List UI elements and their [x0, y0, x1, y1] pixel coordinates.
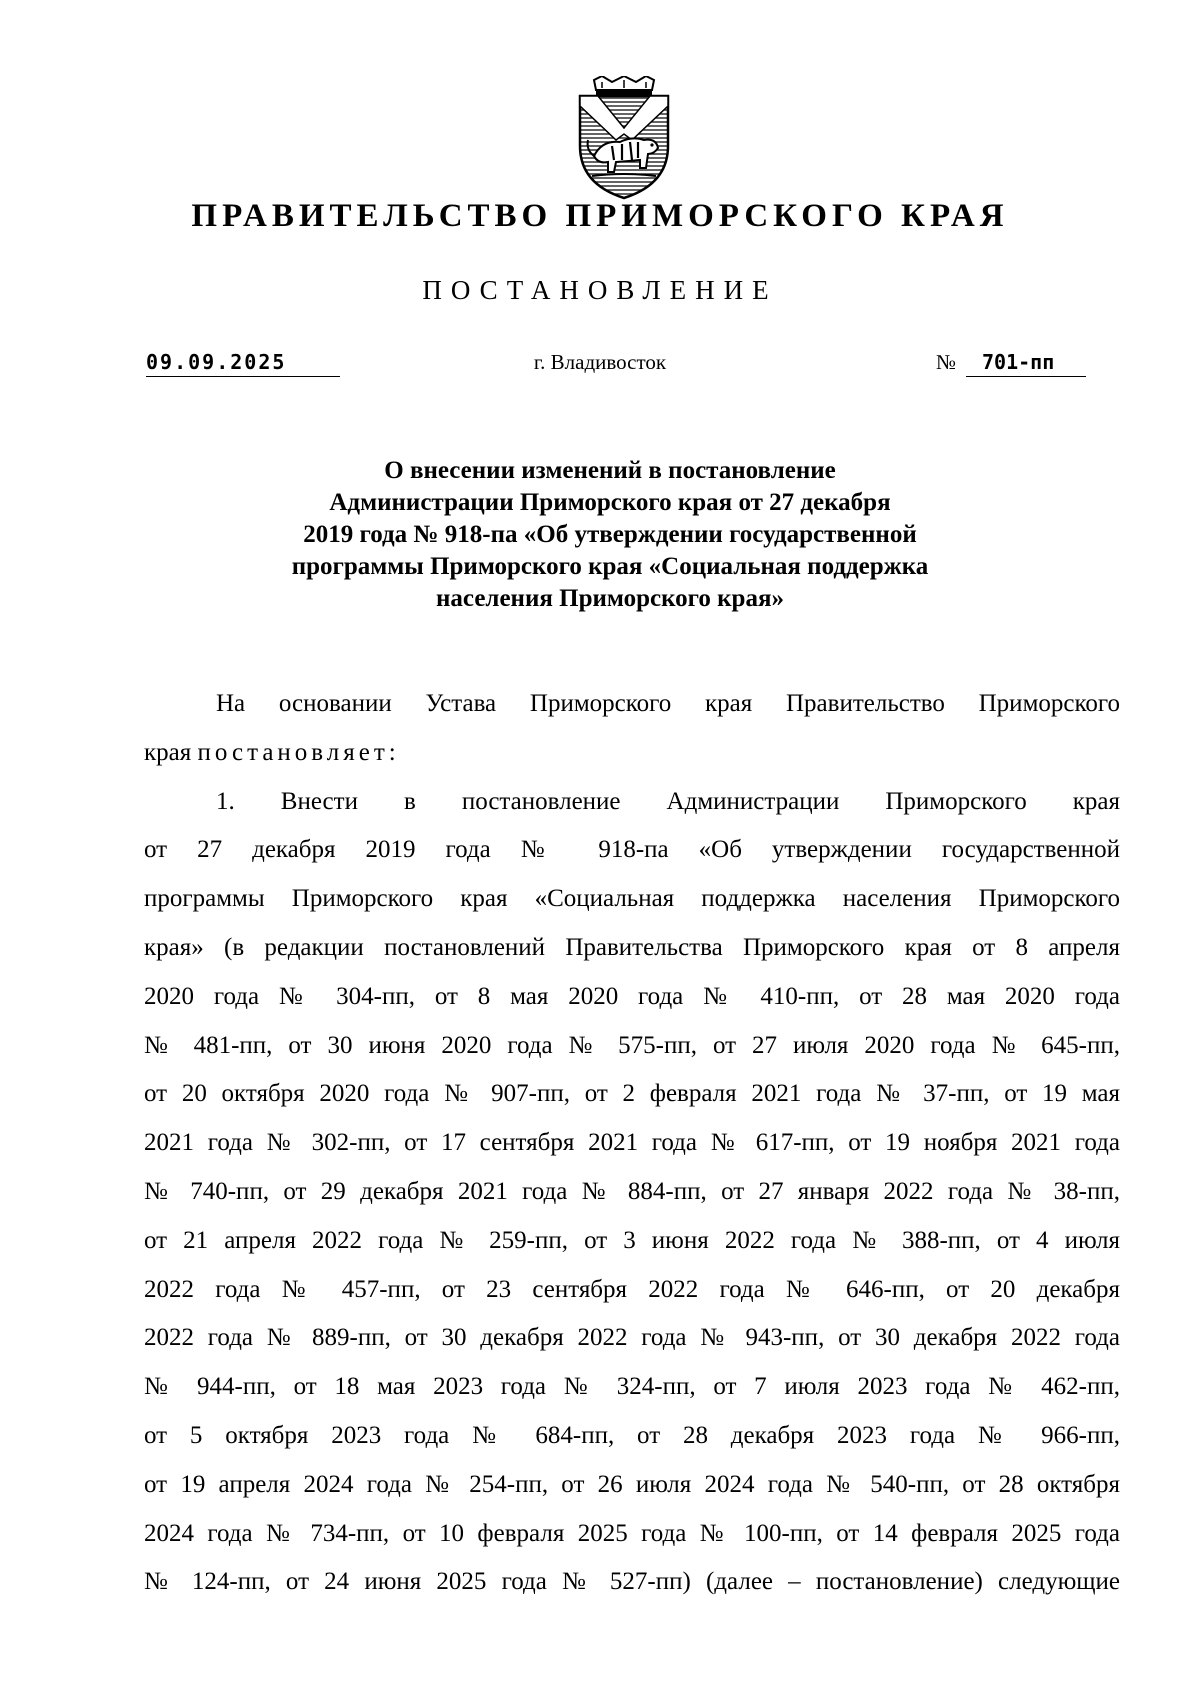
preamble-line: [144, 729, 1120, 778]
resolves-word: постановляет:: [197, 738, 400, 766]
paragraph-line: от 19 апреля 2024 года № 254-пп, от 26 июля 2024 года № 540-пп, от 28 октября: [144, 1470, 1120, 1498]
subject-line: О внесении изменений в постановление: [384, 457, 836, 484]
paragraph-line: от 20 октября 2020 года № 907-пп, от 2 февраля 2021 года № 37-пп, от 19 мая: [144, 1080, 1120, 1108]
document-type: ПОСТАНОВЛЕНИЕ: [422, 275, 778, 305]
paragraph-line: 1. Внести в постановление Администрации Приморского края: [216, 787, 1120, 815]
paragraph-line: программы Приморского края «Социальная поддержка населения Приморского: [144, 885, 1120, 913]
document-number-label: №: [936, 350, 957, 374]
paragraph-line: № 944-пп, от 18 мая 2023 года № 324-пп, от 7 июля 2023 года № 462-пп,: [144, 1373, 1120, 1401]
paragraph-line: № 740-пп, от 29 декабря 2021 года № 884-пп, от 27 января 2022 года № 38-пп,: [144, 1177, 1120, 1205]
coat-of-arms-icon: [572, 76, 676, 200]
subject-line: населения Приморского края»: [436, 585, 784, 612]
subject-line: Администрации Приморского края от 27 декабря: [329, 489, 891, 516]
paragraph-line: 2021 года № 302-пп, от 17 сентября 2021 года № 617-пп, от 19 ноября 2021 года: [144, 1129, 1120, 1157]
paragraph-line: от 5 октября 2023 года № 684-пп, от 28 декабря 2023 года № 966-пп,: [144, 1421, 1120, 1449]
preamble-text: края: [144, 738, 192, 766]
paragraph-line: № 124-пп, от 24 июня 2025 года № 527-пп) (далее – постановление) следующие: [144, 1568, 1120, 1596]
document-date: 09.09.2025: [146, 350, 340, 377]
government-title: ПРАВИТЕЛЬСТВО ПРИМОРСКОГО КРАЯ: [191, 198, 1009, 234]
paragraph-line: края» (в редакции постановлений Правительства Приморского края от 8 апреля: [144, 933, 1120, 961]
paragraph-line: 2022 года № 889-пп, от 30 декабря 2022 года № 943-пп, от 30 декабря 2022 года: [144, 1324, 1120, 1352]
document-body: [144, 680, 1120, 1607]
paragraph-line: 2022 года № 457-пп, от 23 сентября 2022 года № 646-пп, от 20 декабря: [144, 1275, 1120, 1303]
paragraph-line: 2024 года № 734-пп, от 10 февраля 2025 года № 100-пп, от 14 февраля 2025 года: [144, 1519, 1120, 1547]
document-number: 701-пп: [966, 350, 1086, 377]
document-city: г. Владивосток: [533, 350, 667, 374]
subject-line: 2019 года № 918-па «Об утверждении государственной: [303, 521, 917, 548]
paragraph-line: № 481-пп, от 30 июня 2020 года № 575-пп, от 27 июля 2020 года № 645-пп,: [144, 1031, 1120, 1059]
paragraph-line: от 27 декабря 2019 года № 918-па «Об утверждении государственной: [144, 836, 1120, 864]
document-subject: [200, 455, 1020, 615]
preamble-line: На основании Устава Приморского края Правительство Приморского: [216, 690, 1120, 717]
subject-line: программы Приморского края «Социальная поддержка: [291, 553, 929, 580]
paragraph-line: от 21 апреля 2022 года № 259-пп, от 3 июня 2022 года № 388-пп, от 4 июля: [144, 1226, 1120, 1254]
paragraph-line: 2020 года № 304-пп, от 8 мая 2020 года № 410-пп, от 28 мая 2020 года: [144, 982, 1120, 1010]
